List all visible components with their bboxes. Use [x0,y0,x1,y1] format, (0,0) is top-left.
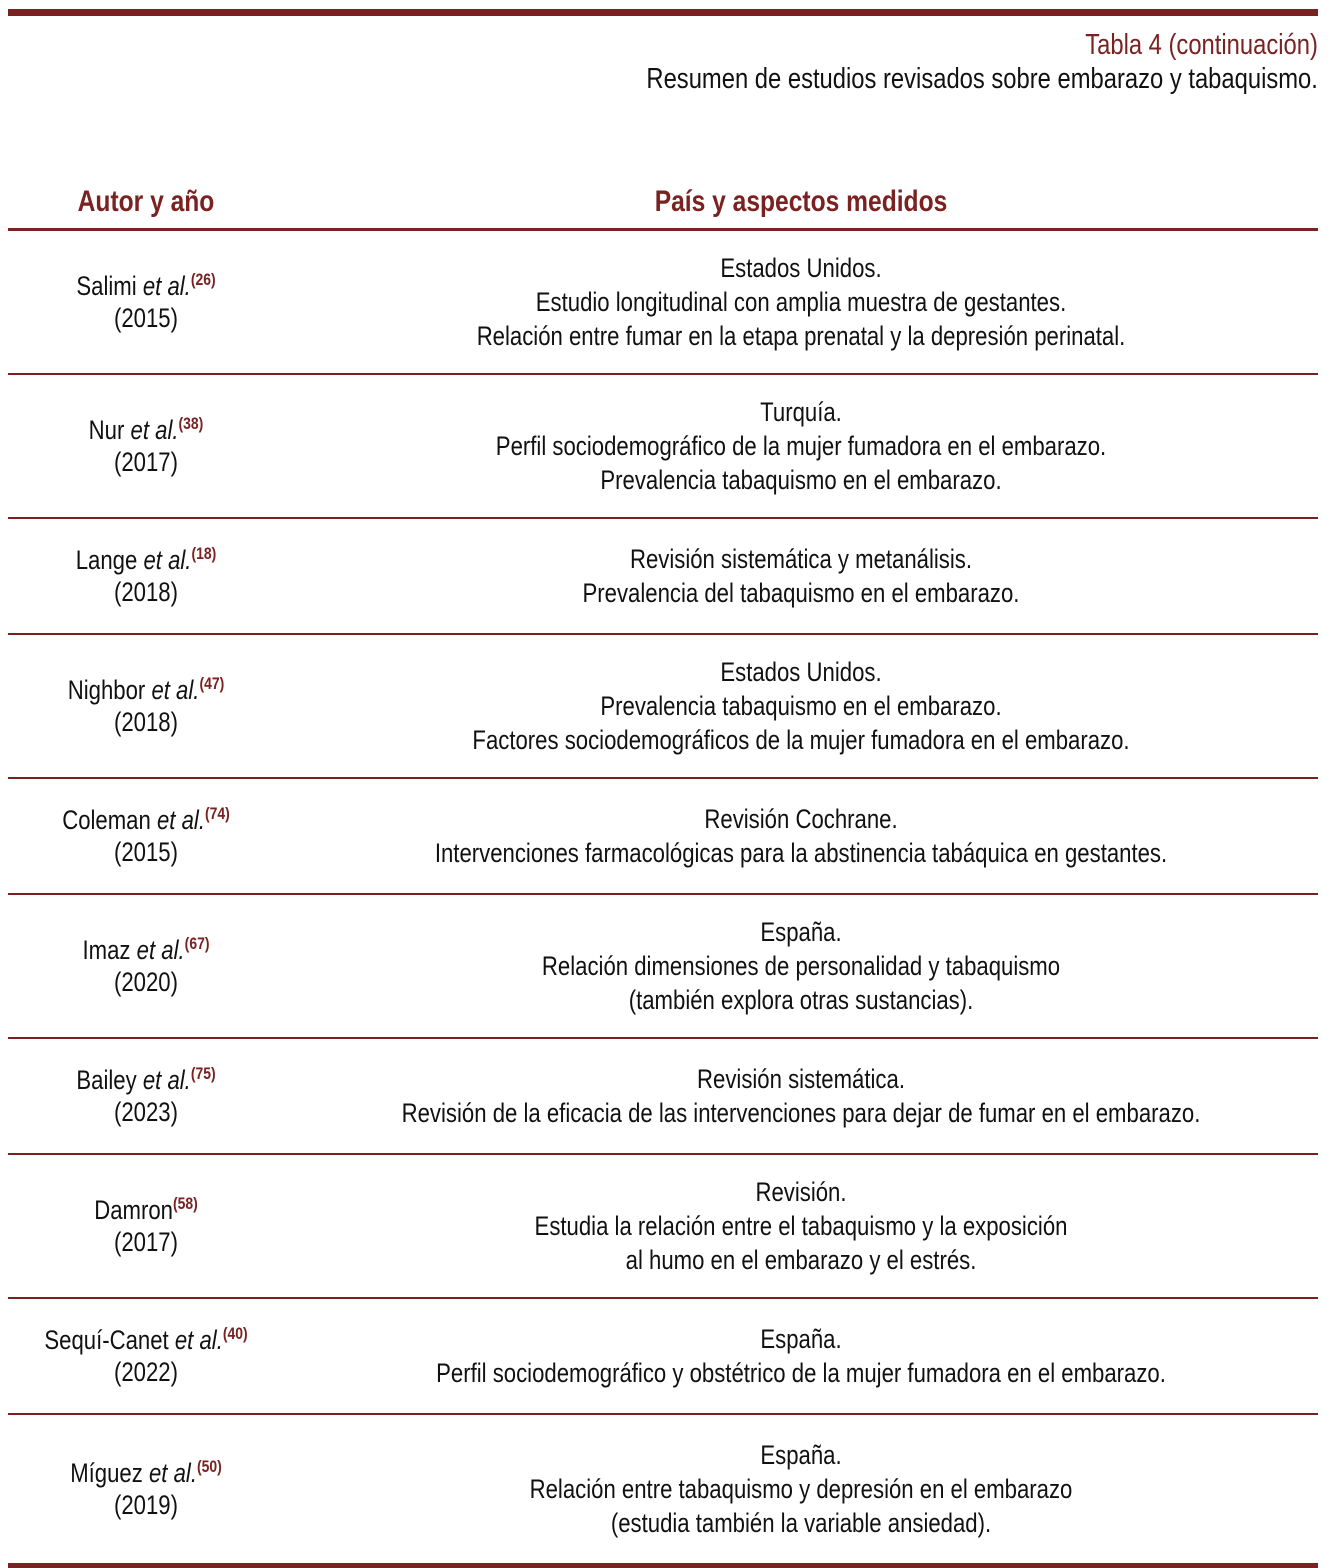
et-al: et al. [156,805,205,835]
et-al: et al. [142,1065,191,1095]
author-name: Nighbor [67,675,146,705]
author-name: Imaz [82,935,131,965]
table-row [8,519,1318,635]
aspect-line: Estudio longitudinal con amplia muestra de gestantes. [535,287,1067,317]
aspects-cell [377,251,1225,353]
author-name: Bailey [76,1065,137,1095]
aspect-line: España. [760,1440,842,1470]
aspect-line: Perfil sociodemográfico de la mujer fumadora en el embarazo. [495,431,1107,461]
author-year-cell [33,1457,259,1521]
aspect-line: Relación dimensiones de personalidad y tabaquismo [541,951,1061,981]
author-citation [33,1457,259,1489]
aspect-line: Prevalencia tabaquismo en el embarazo. [600,465,1002,495]
et-al: et al. [142,271,191,301]
publication-year: (2017) [113,447,178,477]
aspect-line: España. [760,917,842,947]
publication-year: (2018) [113,577,178,607]
aspects-cell [377,802,1225,870]
aspect-line: Intervenciones farmacológicas para la abstinencia tabáquica en gestantes. [434,838,1168,868]
reference-number: (58) [172,1194,198,1213]
aspects-cell [377,1322,1225,1390]
et-al: et al. [151,675,200,705]
aspect-line: Revisión Cochrane. [704,804,898,834]
reference-number: (47) [199,674,225,693]
aspect-line: Prevalencia tabaquismo en el embarazo. [600,691,1002,721]
et-al: et al. [143,545,192,575]
aspect-line: Revisión sistemática y metanálisis. [629,544,973,574]
aspects-cell [377,542,1225,610]
aspect-line: al humo en el embarazo y el estrés. [625,1245,977,1275]
author-year-cell [33,1324,259,1388]
table-row [8,1415,1318,1568]
aspect-line: Relación entre tabaquismo y depresión en el embarazo [529,1474,1073,1504]
author-year-cell [33,934,259,998]
table-row [8,1299,1318,1415]
author-name: Nur [88,415,125,445]
publication-year: (2015) [113,303,178,333]
aspects-cell [377,1062,1225,1130]
author-year-cell [33,804,259,868]
author-citation [33,1064,259,1096]
header-author-year: Autor y año [77,185,215,218]
author-year-cell [33,1194,259,1258]
aspect-line: Relación entre fumar en la etapa prenatal y la depresión perinatal. [476,321,1126,351]
reference-number: (74) [204,804,230,823]
publication-year: (2020) [113,967,178,997]
author-year-cell [33,1064,259,1128]
aspect-line: Estudia la relación entre el tabaquismo y la exposición [534,1211,1068,1241]
reference-number: (40) [222,1324,248,1343]
table-label: Tabla 4 (continuación) [1085,29,1318,61]
author-citation [33,804,259,836]
author-citation [33,1324,259,1356]
studies-table [8,176,1318,1568]
aspects-cell [377,655,1225,757]
top-rule [8,9,1318,16]
author-year-cell [33,270,259,334]
author-citation [33,1194,259,1226]
publication-year: (2022) [113,1357,178,1387]
aspect-line: Turquía. [760,397,842,427]
author-name: Coleman [62,805,151,835]
aspect-line: Prevalencia del tabaquismo en el embarazo. [582,578,1020,608]
aspect-line: Revisión. [755,1177,847,1207]
author-year-cell [33,544,259,608]
table-title: Resumen de estudios revisados sobre embarazo y tabaquismo. [646,63,1318,95]
aspect-line: Revisión sistemática. [697,1064,905,1094]
header-cell-author [8,185,284,219]
table-row [8,779,1318,895]
author-citation [33,270,259,302]
aspect-line: (estudia también la variable ansiedad). [610,1508,992,1538]
aspect-line: Estados Unidos. [720,253,882,283]
aspect-line: Perfil sociodemográfico y obstétrico de la mujer fumadora en el embarazo. [436,1358,1166,1388]
header-country-aspects: País y aspectos medidos [654,185,948,218]
publication-year: (2023) [113,1097,178,1127]
table-row [8,375,1318,519]
table-caption [647,28,1318,96]
reference-number: (75) [190,1064,216,1083]
reference-number: (50) [196,1457,222,1476]
author-citation [33,934,259,966]
aspects-cell [377,395,1225,497]
table-row [8,1155,1318,1299]
table-header [8,176,1318,231]
publication-year: (2017) [113,1227,178,1257]
author-name: Damron [94,1195,173,1225]
author-citation [33,414,259,446]
aspects-cell [377,1438,1225,1540]
et-al: et al. [136,935,185,965]
author-name: Sequí-Canet [44,1325,169,1355]
aspects-cell [377,915,1225,1017]
header-cell-aspects [284,185,1318,219]
aspect-line: España. [760,1324,842,1354]
table-body [8,231,1318,1568]
aspect-line: (también explora otras sustancias). [628,985,974,1015]
reference-number: (67) [184,934,210,953]
publication-year: (2018) [113,707,178,737]
et-al: et al. [130,415,179,445]
author-year-cell [33,674,259,738]
publication-year: (2019) [113,1490,178,1520]
table-row [8,231,1318,375]
author-name: Salimi [76,271,137,301]
author-year-cell [33,414,259,478]
author-name: Míguez [70,1458,143,1488]
reference-number: (26) [190,270,216,289]
publication-year: (2015) [113,837,178,867]
aspect-line: Revisión de la eficacia de las intervenciones para dejar de fumar en el embarazo. [401,1098,1201,1128]
table-row [8,635,1318,779]
aspects-cell [377,1175,1225,1277]
reference-number: (38) [178,414,204,433]
author-citation [33,544,259,576]
et-al: et al. [148,1458,197,1488]
reference-number: (18) [191,544,217,563]
table-row [8,1039,1318,1155]
author-citation [33,674,259,706]
author-name: Lange [75,545,138,575]
aspect-line: Factores sociodemográficos de la mujer fumadora en el embarazo. [472,725,1130,755]
et-al: et al. [174,1325,223,1355]
table-row [8,895,1318,1039]
aspect-line: Estados Unidos. [720,657,882,687]
